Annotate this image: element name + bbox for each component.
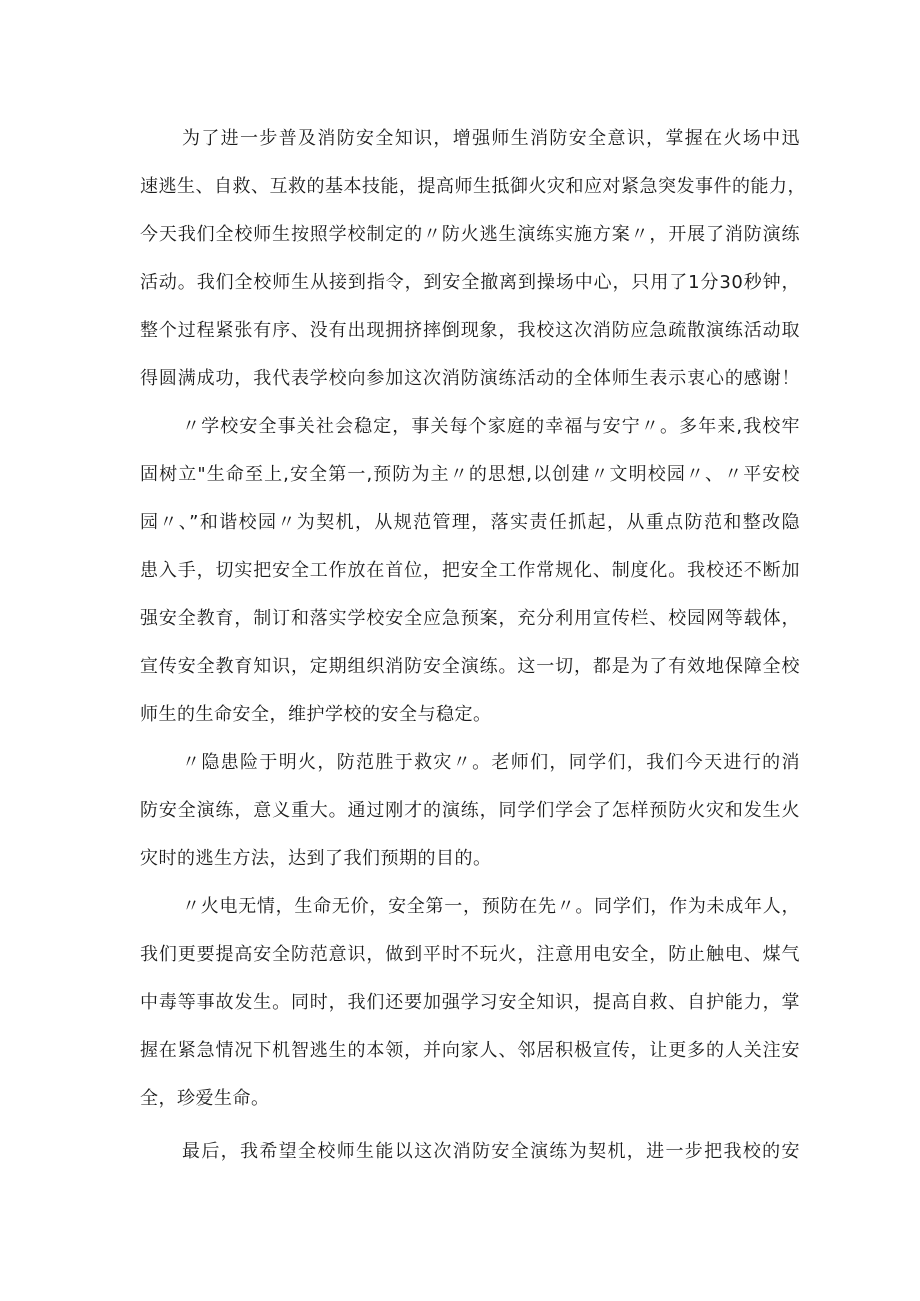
text-line: 〃隐患险于明火，防范胜于救灾〃。老师们，同学们，我们今天进行的消: [182, 752, 800, 773]
text-line: 我们更要提高安全防范意识，做到平时不玩火，注意用电安全，防止触电、煤气: [140, 944, 800, 965]
text-line: 握在紧急情况下机智逃生的本领，并向家人、邻居积极宣传，让更多的人关注安: [140, 1040, 800, 1061]
text-line: 得圆满成功，我代表学校向参加这次消防演练活动的全体师生表示衷心的感谢！: [140, 368, 800, 389]
text-line: 全，珍爱生命。: [140, 1088, 270, 1109]
text-line: 防安全演练，意义重大。通过刚才的演练，同学们学会了怎样预防火灾和发生火: [140, 800, 800, 821]
text-line: 〃学校安全事关社会稳定，事关每个家庭的幸福与安宁〃。多年来,我校牢: [182, 416, 800, 437]
text-line: 活动。我们全校师生从接到指令，到安全撤离到操场中心，只用了1分30秒钟，: [140, 272, 800, 293]
text-line: 中毒等事故发生。同时，我们还要加强学习安全知识，提高自救、自护能力，掌: [140, 992, 800, 1013]
text-line: 师生的生命安全，维护学校的安全与稳定。: [140, 704, 492, 725]
text-line: 宣传安全教育知识，定期组织消防安全演练。这一切，都是为了有效地保障全校: [140, 656, 800, 677]
text-line: 园〃、”和谐校园〃为契机，从规范管理，落实责任抓起，从重点防范和整改隐: [140, 512, 800, 533]
text-line: 为了进一步普及消防安全知识，增强师生消防安全意识，掌握在火场中迅: [182, 128, 800, 149]
text-line: 最后，我希望全校师生能以这次消防安全演练为契机，进一步把我校的安: [182, 1141, 800, 1162]
text-line: 速逃生、自救、互救的基本技能，提高师生抵御火灾和应对紧急突发事件的能力，: [140, 176, 806, 197]
text-line: 〃火电无情，生命无价，安全第一，预防在先〃。同学们，作为未成年人，: [182, 896, 800, 917]
text-line: 固树立"生命至上,安全第一,预防为主〃的思想,以创建〃文明校园〃、〃平安校: [140, 464, 800, 485]
text-line: 强安全教育，制订和落实学校安全应急预案，充分利用宣传栏、校园网等载体，: [140, 608, 800, 629]
text-line: 灾时的逃生方法，达到了我们预期的目的。: [140, 848, 492, 869]
text-line: 患入手，切实把安全工作放在首位，把安全工作常规化、制度化。我校还不断加: [140, 560, 800, 581]
text-line: 今天我们全校师生按照学校制定的〃防火逃生演练实施方案〃，开展了消防演练: [140, 224, 800, 245]
text-line: 整个过程紧张有序、没有出现拥挤摔倒现象，我校这次消防应急疏散演练活动取: [140, 320, 800, 341]
